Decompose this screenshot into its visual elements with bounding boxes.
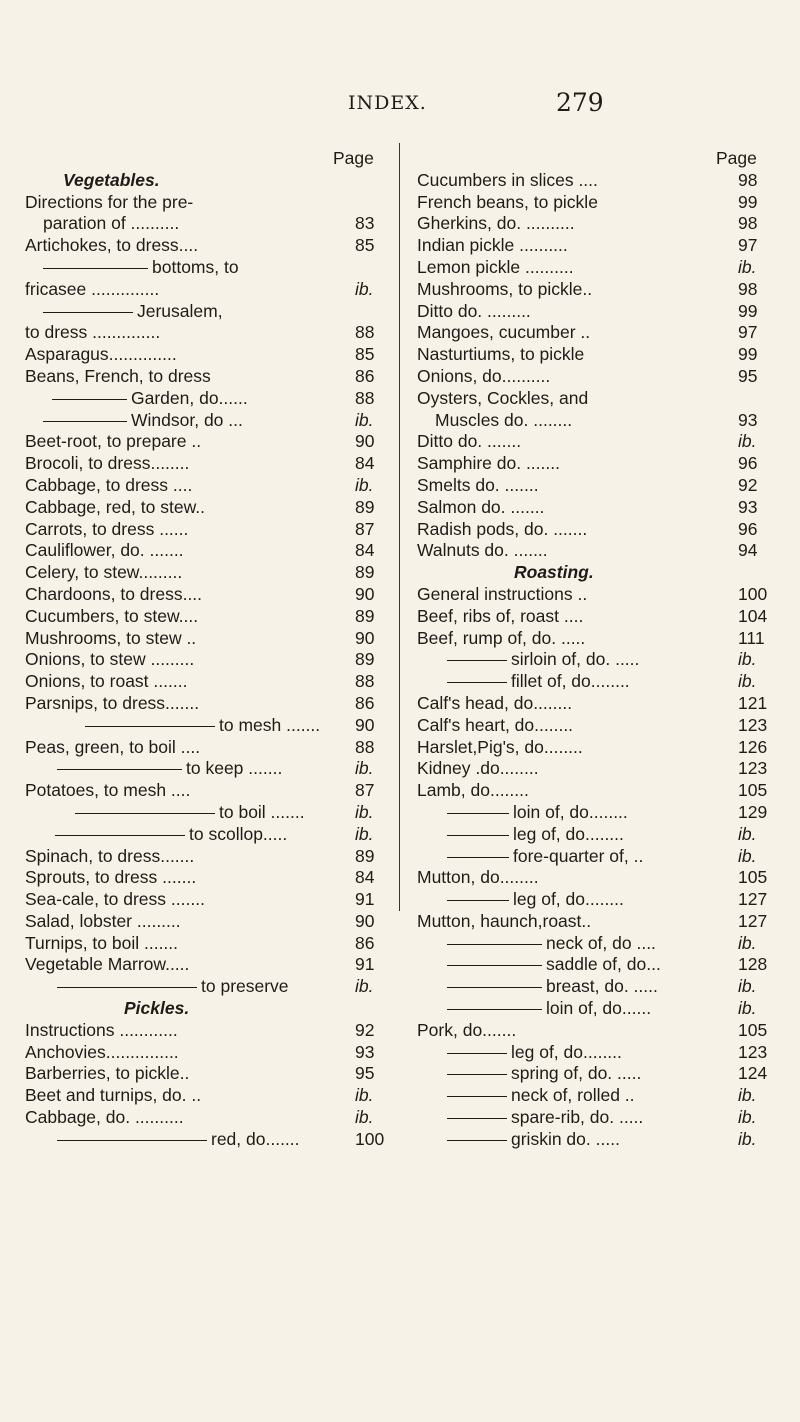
entry-page-number: ib.	[355, 801, 374, 822]
index-entry	[25, 366, 393, 388]
entry-text: leg of, do........	[513, 823, 624, 844]
entry-text: Windsor, do ...	[131, 409, 243, 430]
entry-text: Cabbage, red, to stew..	[25, 496, 205, 517]
entry-page-number: 100	[355, 1128, 385, 1149]
index-entry	[417, 235, 776, 257]
entry-text: Vegetable Marrow.....	[25, 954, 190, 975]
index-entry	[417, 584, 776, 606]
entry-text: fillet of, do........	[511, 671, 630, 692]
ditto-rule	[447, 1096, 507, 1097]
entry-page-number: ib.	[355, 1085, 374, 1106]
entry-text: Page	[716, 148, 757, 168]
ditto-rule	[57, 987, 197, 988]
entry-text: leg of, do........	[511, 1041, 622, 1062]
index-entry	[417, 1063, 776, 1085]
entry-text: Chardoons, to dress....	[25, 583, 203, 604]
entry-page-number: 89	[355, 845, 375, 866]
index-entry	[25, 519, 393, 541]
index-entry	[417, 737, 776, 759]
entry-text: Lemon pickle ..........	[417, 256, 574, 277]
entry-page-number: 93	[738, 409, 758, 430]
entry-page-number: 123	[738, 714, 768, 735]
entry-text: Mushrooms, to pickle..	[417, 278, 593, 299]
ditto-rule	[447, 1140, 507, 1141]
entry-text: Indian pickle ..........	[417, 235, 568, 256]
index-entry	[417, 758, 776, 780]
ditto-rule	[85, 726, 215, 727]
section-heading	[25, 170, 393, 192]
entry-page-number: ib.	[355, 1107, 374, 1128]
entry-text: spare-rib, do. .....	[511, 1107, 644, 1128]
index-column-right	[417, 148, 776, 1151]
entry-page-number: 88	[355, 736, 375, 757]
entry-text: to keep .......	[186, 758, 283, 779]
entry-page-number: ib.	[355, 823, 374, 844]
ditto-rule	[447, 1009, 542, 1010]
entry-text: Salmon do. .......	[417, 496, 545, 517]
entry-page-number: 93	[738, 496, 758, 517]
index-entry	[417, 213, 776, 235]
entry-page-number: 127	[738, 910, 768, 931]
index-entry	[25, 802, 393, 824]
section-heading	[417, 562, 776, 584]
entry-page-number: 124	[738, 1063, 768, 1084]
index-entry	[25, 954, 393, 976]
ditto-rule	[447, 1074, 507, 1075]
entry-page-number: 90	[355, 431, 375, 452]
entry-page-number: 92	[355, 1019, 375, 1040]
ditto-rule	[55, 835, 185, 836]
entry-text: Lamb, do........	[417, 780, 529, 801]
index-entry	[25, 497, 393, 519]
entry-text: fore-quarter of, ..	[513, 845, 644, 866]
index-entry	[25, 715, 393, 737]
entry-page-number: 94	[738, 540, 758, 561]
entry-text: red, do.......	[211, 1128, 300, 1149]
entry-page-number: 126	[738, 736, 768, 757]
entry-page-number: 90	[355, 627, 375, 648]
page-column-label	[417, 148, 776, 170]
entry-page-number: 85	[355, 344, 375, 365]
index-entry	[25, 780, 393, 802]
index-entry	[417, 431, 776, 453]
entry-page-number: ib.	[738, 1107, 757, 1128]
index-entry	[25, 846, 393, 868]
entry-page-number: 100	[738, 583, 768, 604]
entry-page-number: 105	[738, 867, 768, 888]
entry-page-number: 111	[738, 627, 765, 648]
index-entry	[25, 649, 393, 671]
entry-text: Cabbage, do. ..........	[25, 1107, 184, 1128]
index-entry	[25, 279, 393, 301]
ditto-rule	[447, 835, 509, 836]
index-entry	[25, 475, 393, 497]
index-entry	[417, 1042, 776, 1064]
entry-text: Walnuts do. .......	[417, 540, 548, 561]
entry-text: Salad, lobster .........	[25, 910, 181, 931]
entry-text: neck of, rolled ..	[511, 1085, 635, 1106]
entry-page-number: 91	[355, 889, 375, 910]
entry-text: Directions for the pre-	[25, 191, 194, 212]
entry-page-number: 89	[355, 605, 375, 626]
ditto-rule	[57, 769, 182, 770]
entry-text: Barberries, to pickle..	[25, 1063, 190, 1084]
entry-page-number: 91	[355, 954, 375, 975]
entry-page-number: ib.	[355, 976, 374, 997]
entry-text: Sprouts, to dress .......	[25, 867, 197, 888]
entry-text: Jerusalem,	[137, 300, 223, 321]
entry-page-number: 96	[738, 518, 758, 539]
entry-page-number: 121	[738, 692, 768, 713]
entry-text: to mesh .......	[219, 714, 321, 735]
entry-text: Mangoes, cucumber ..	[417, 322, 591, 343]
entry-text: Instructions ............	[25, 1019, 178, 1040]
index-entry	[417, 802, 776, 824]
ditto-rule	[447, 987, 542, 988]
entry-text: Cucumbers, to stew....	[25, 605, 199, 626]
entry-page-number: 90	[355, 583, 375, 604]
index-entry	[25, 235, 393, 257]
entry-text: leg of, do........	[513, 889, 624, 910]
entry-text: griskin do. .....	[511, 1128, 620, 1149]
entry-page-number: ib.	[738, 256, 757, 277]
entry-page-number: 88	[355, 387, 375, 408]
entry-text: Ditto do. .......	[417, 431, 522, 452]
entry-text: Roasting.	[514, 562, 594, 583]
entry-text: Parsnips, to dress.......	[25, 692, 200, 713]
index-entry	[25, 911, 393, 933]
entry-page-number: 104	[738, 605, 768, 626]
index-entry	[25, 671, 393, 693]
entry-page-number: 98	[738, 213, 758, 234]
index-entry	[417, 475, 776, 497]
index-entry	[417, 453, 776, 475]
entry-text: sirloin of, do. .....	[511, 649, 640, 670]
entry-text: Carrots, to dress ......	[25, 518, 189, 539]
entry-page-number: ib.	[738, 932, 757, 953]
entry-page-number: ib.	[738, 998, 757, 1019]
entry-page-number: ib.	[738, 823, 757, 844]
entry-text: to dress ..............	[25, 322, 161, 343]
index-entry	[417, 192, 776, 214]
ditto-rule	[447, 965, 542, 966]
entry-text: to scollop.....	[189, 823, 288, 844]
index-entry	[25, 301, 393, 323]
index-entry	[25, 1085, 393, 1107]
entry-page-number: 95	[738, 365, 758, 386]
index-entry	[417, 606, 776, 628]
running-title: INDEX.	[348, 92, 427, 114]
entry-text: spring of, do. .....	[511, 1063, 642, 1084]
entry-text: Cauliflower, do. .......	[25, 540, 184, 561]
entry-page-number: 97	[738, 235, 758, 256]
entry-page-number: 86	[355, 692, 375, 713]
entry-page-number: 105	[738, 1019, 768, 1040]
entry-page-number: 123	[738, 1041, 768, 1062]
entry-page-number: 88	[355, 671, 375, 692]
entry-page-number: 99	[738, 300, 758, 321]
entry-page-number: 90	[355, 714, 375, 735]
entry-text: Mutton, do........	[417, 867, 539, 888]
page-header	[0, 88, 800, 118]
index-entry	[417, 954, 776, 976]
index-entry	[25, 867, 393, 889]
entry-page-number: ib.	[738, 976, 757, 997]
entry-page-number: 83	[355, 213, 375, 234]
entry-page-number: 129	[738, 801, 768, 822]
index-entry	[25, 1042, 393, 1064]
entry-text: Brocoli, to dress........	[25, 453, 190, 474]
index-entry	[25, 933, 393, 955]
index-entry	[417, 671, 776, 693]
entry-page-number: 96	[738, 453, 758, 474]
entry-text: Beans, French, to dress	[25, 365, 211, 386]
ditto-rule	[43, 421, 127, 422]
entry-page-number: 86	[355, 932, 375, 953]
ditto-rule	[447, 1118, 507, 1119]
entry-text: Smelts do. .......	[417, 474, 539, 495]
entry-page-number: 99	[738, 191, 758, 212]
page-column-label	[25, 148, 393, 170]
entry-text: Radish pods, do. .......	[417, 518, 588, 539]
index-entry	[25, 322, 393, 344]
index-entry	[417, 976, 776, 998]
entry-page-number: 123	[738, 758, 768, 779]
index-entry	[417, 388, 776, 410]
index-entry	[25, 562, 393, 584]
entry-page-number: 98	[738, 169, 758, 190]
entry-page-number: 90	[355, 910, 375, 931]
entry-text: Spinach, to dress.......	[25, 845, 195, 866]
entry-text: Page	[333, 148, 374, 168]
ditto-rule	[447, 1053, 507, 1054]
entry-text: Anchovies...............	[25, 1041, 179, 1062]
entry-page-number: ib.	[738, 845, 757, 866]
index-entry	[417, 649, 776, 671]
index-entry	[417, 1129, 776, 1151]
entry-page-number: 93	[355, 1041, 375, 1062]
entry-page-number: 85	[355, 235, 375, 256]
entry-page-number: 95	[355, 1063, 375, 1084]
entry-text: Cabbage, to dress ....	[25, 474, 193, 495]
entry-text: Harslet,Pig's, do........	[417, 736, 583, 757]
index-entry	[417, 998, 776, 1020]
index-entry	[417, 780, 776, 802]
index-entry	[25, 976, 393, 998]
entry-page-number: 92	[738, 474, 758, 495]
index-entry	[417, 257, 776, 279]
entry-page-number: 89	[355, 562, 375, 583]
entry-text: loin of, do......	[546, 998, 652, 1019]
index-entry	[417, 824, 776, 846]
ditto-rule	[447, 682, 507, 683]
index-entry	[417, 540, 776, 562]
entry-text: to boil .......	[219, 801, 305, 822]
entry-text: Peas, green, to boil ....	[25, 736, 201, 757]
entry-page-number: 128	[738, 954, 768, 975]
entry-text: Potatoes, to mesh ....	[25, 780, 191, 801]
entry-page-number: 105	[738, 780, 768, 801]
index-entry	[25, 431, 393, 453]
index-entry	[25, 410, 393, 432]
index-entry	[25, 824, 393, 846]
entry-text: Turnips, to boil .......	[25, 932, 179, 953]
entry-text: Nasturtiums, to pickle	[417, 344, 585, 365]
entry-text: Beef, rump of, do. .....	[417, 627, 586, 648]
index-entry	[25, 584, 393, 606]
entry-text: Onions, do..........	[417, 365, 551, 386]
entry-text: Cucumbers in slices ....	[417, 169, 598, 190]
entry-page-number: 84	[355, 867, 375, 888]
entry-text: Samphire do. .......	[417, 453, 560, 474]
entry-text: fricasee ..............	[25, 278, 160, 299]
entry-text: neck of, do ....	[546, 932, 656, 953]
column-divider	[399, 143, 400, 911]
entry-page-number: 127	[738, 889, 768, 910]
entry-page-number: 86	[355, 365, 375, 386]
index-entry	[25, 606, 393, 628]
ditto-rule	[43, 268, 148, 269]
entry-text: Mushrooms, to stew ..	[25, 627, 197, 648]
index-entry	[417, 911, 776, 933]
index-entry	[417, 933, 776, 955]
ditto-rule	[52, 399, 127, 400]
entry-text: Oysters, Cockles, and	[417, 387, 589, 408]
index-entry	[417, 301, 776, 323]
entry-text: loin of, do........	[513, 801, 628, 822]
ditto-rule	[43, 312, 133, 313]
entry-page-number: 87	[355, 780, 375, 801]
entry-text: bottoms, to	[152, 256, 239, 277]
index-entry	[25, 1020, 393, 1042]
entry-page-number: ib.	[355, 278, 374, 299]
ditto-rule	[447, 660, 507, 661]
index-entry	[417, 1085, 776, 1107]
index-column-left	[25, 148, 393, 1151]
index-entry	[417, 867, 776, 889]
ditto-rule	[75, 813, 215, 814]
index-entry	[417, 497, 776, 519]
entry-page-number: 97	[738, 322, 758, 343]
entry-page-number: 98	[738, 278, 758, 299]
entry-text: Gherkins, do. ..........	[417, 213, 575, 234]
entry-text: paration of ..........	[43, 213, 180, 234]
entry-text: Mutton, haunch,roast..	[417, 910, 592, 931]
ditto-rule	[447, 944, 542, 945]
entry-text: French beans, to pickle	[417, 191, 598, 212]
entry-text: Pork, do.......	[417, 1019, 517, 1040]
entry-page-number: 87	[355, 518, 375, 539]
entry-page-number: ib.	[355, 474, 374, 495]
entry-text: Beet-root, to prepare ..	[25, 431, 202, 452]
entry-text: breast, do. .....	[546, 976, 658, 997]
entry-text: Beet and turnips, do. ..	[25, 1085, 202, 1106]
index-entry	[25, 1107, 393, 1129]
index-entry	[25, 192, 393, 214]
ditto-rule	[447, 900, 509, 901]
index-entry	[25, 453, 393, 475]
index-entry	[25, 628, 393, 650]
entry-text: Onions, to roast .......	[25, 671, 188, 692]
page-number: 279	[556, 88, 604, 117]
index-entry	[25, 344, 393, 366]
entry-page-number: ib.	[355, 758, 374, 779]
index-entry	[25, 1063, 393, 1085]
entry-page-number: ib.	[738, 671, 757, 692]
index-entry	[417, 519, 776, 541]
entry-page-number: 84	[355, 540, 375, 561]
index-entry	[417, 715, 776, 737]
entry-text: Kidney .do........	[417, 758, 539, 779]
entry-page-number: ib.	[738, 1128, 757, 1149]
index-entry	[417, 366, 776, 388]
entry-text: Pickles.	[124, 998, 190, 1019]
index-entry	[417, 1107, 776, 1129]
entry-page-number: 99	[738, 344, 758, 365]
entry-text: Sea-cale, to dress .......	[25, 889, 205, 910]
entry-page-number: ib.	[738, 1085, 757, 1106]
index-entry	[417, 170, 776, 192]
entry-page-number: ib.	[738, 649, 757, 670]
entry-page-number: 88	[355, 322, 375, 343]
entry-page-number: ib.	[738, 431, 757, 452]
entry-page-number: ib.	[355, 409, 374, 430]
entry-text: Asparagus..............	[25, 344, 177, 365]
index-entry	[417, 344, 776, 366]
entry-page-number: 89	[355, 649, 375, 670]
entry-text: Calf's head, do........	[417, 692, 573, 713]
index-entry	[25, 388, 393, 410]
index-entry	[417, 693, 776, 715]
entry-text: General instructions ..	[417, 583, 588, 604]
entry-page-number: 84	[355, 453, 375, 474]
entry-text: Onions, to stew .........	[25, 649, 195, 670]
index-entry	[25, 737, 393, 759]
index-entry	[25, 540, 393, 562]
index-entry	[417, 628, 776, 650]
ditto-rule	[447, 857, 509, 858]
index-entry	[25, 257, 393, 279]
entry-text: saddle of, do...	[546, 954, 661, 975]
index-entry	[25, 693, 393, 715]
index-entry	[25, 758, 393, 780]
index-entry	[25, 1129, 393, 1151]
index-entry	[25, 213, 393, 235]
entry-text: Celery, to stew.........	[25, 562, 183, 583]
index-entry	[417, 846, 776, 868]
ditto-rule	[447, 813, 509, 814]
index-entry	[417, 279, 776, 301]
index-entry	[417, 1020, 776, 1042]
section-heading	[25, 998, 393, 1020]
index-entry	[417, 889, 776, 911]
entry-text: Muscles do. ........	[435, 409, 573, 430]
entry-text: Garden, do......	[131, 387, 248, 408]
entry-text: Artichokes, to dress....	[25, 235, 199, 256]
entry-text: Beef, ribs of, roast ....	[417, 605, 584, 626]
entry-page-number: 89	[355, 496, 375, 517]
entry-text: Ditto do. .........	[417, 300, 531, 321]
ditto-rule	[57, 1140, 207, 1141]
index-entry	[417, 410, 776, 432]
index-entry	[25, 889, 393, 911]
entry-text: Vegetables.	[63, 169, 160, 190]
entry-text: to preserve	[201, 976, 289, 997]
index-entry	[417, 322, 776, 344]
entry-text: Calf's heart, do........	[417, 714, 574, 735]
